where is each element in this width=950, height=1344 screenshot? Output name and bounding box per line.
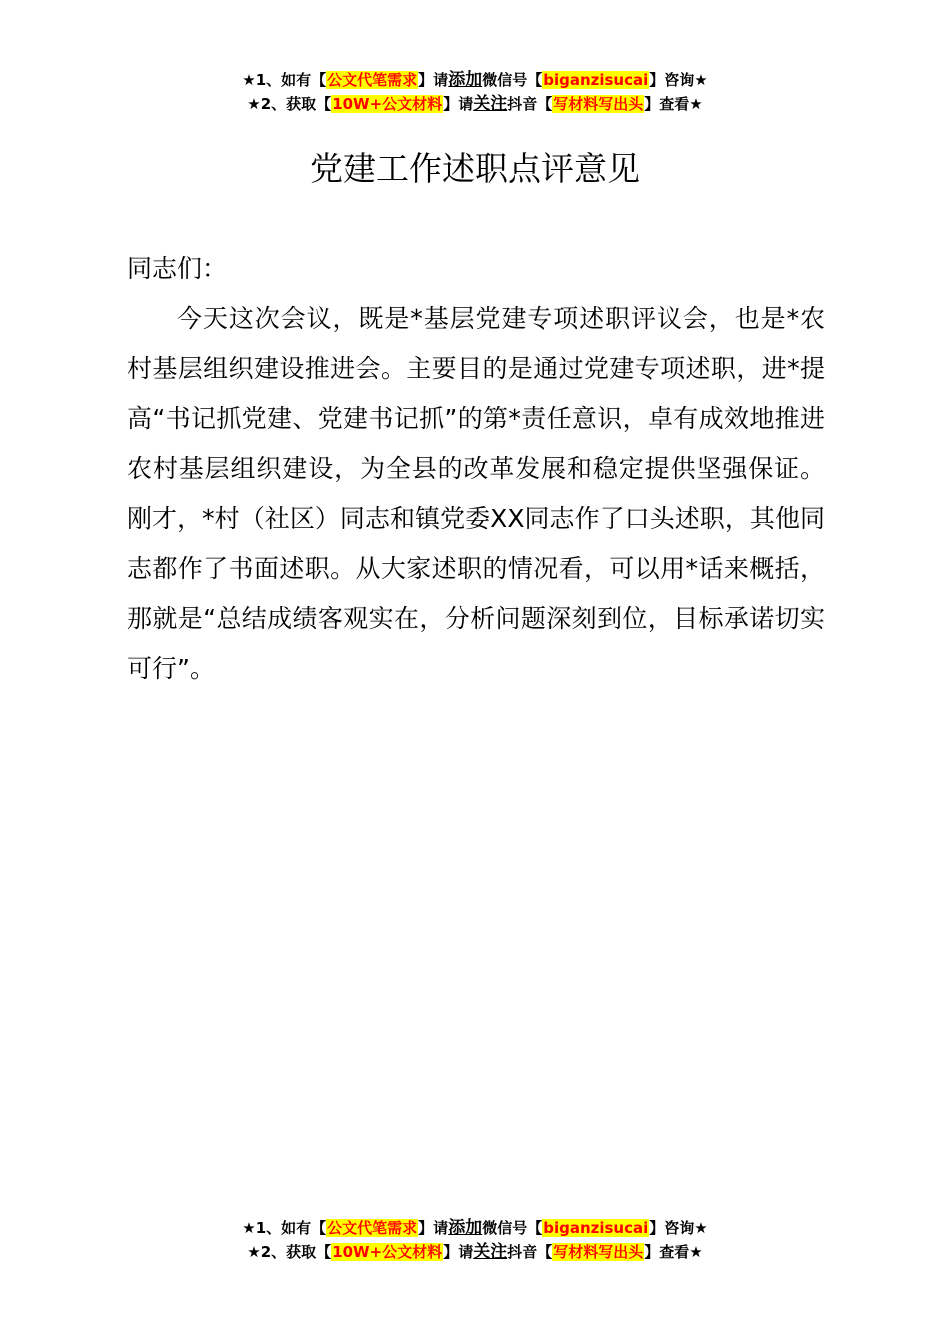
footer-ad-line-1-underline: 添加	[448, 1218, 483, 1238]
header-ad-line-2-underline: 关注	[473, 94, 508, 114]
footer-ad	[0, 1216, 950, 1264]
header-ad-line-1-prefix: ★1、如有【	[242, 71, 327, 89]
document-title: 党建工作述职点评意见	[310, 149, 640, 188]
footer-ad-line-1-prefix: ★1、如有【	[242, 1219, 327, 1237]
header-ad-line-2-mid-1: 】请	[443, 95, 474, 113]
footer-ad-line-1	[0, 1216, 950, 1240]
header-ad-line-1-highlight-1: 公文代笔需求	[327, 71, 418, 89]
header-ad-line-2	[0, 92, 950, 116]
header-ad-line-1-mid-2: 微信号【	[482, 71, 543, 89]
header-ad-line-2-mid-2: 抖音【	[507, 95, 553, 113]
footer-ad-line-2-mid-1: 】请	[443, 1243, 474, 1261]
footer-ad-line-1-suffix: 】咨询★	[649, 1219, 708, 1237]
header-ad	[0, 68, 950, 116]
salutation: 同志们：	[127, 254, 228, 283]
footer-ad-line-2-suffix: 】查看★	[644, 1243, 703, 1261]
header-ad-line-1-underline: 添加	[448, 70, 483, 90]
header-ad-line-2-highlight-2: 写材料写出头	[553, 95, 644, 113]
header-ad-line-2-highlight-1: 10W+公文材料	[332, 95, 443, 113]
document-body	[127, 244, 825, 694]
body-paragraph: 今天这次会议，既是*基层党建专项述职评议会，也是*农村基层组织建设推进会。主要目的是通过党建专项述职，进*提高“书记抓党建、党建书记抓”的第*责任意识，卓有成效地推进农村基层组织建设，为全县的改革发展和稳定提供坚强保证。刚才，*村（社区）同志和镇党委XX同志作了口头述职，其他同志都作了书面述职。从大家述职的情况看，可以用*话来概括，那就是“总结成绩客观实在，分析问题深刻到位，目标承诺切实可行”。	[127, 304, 825, 683]
footer-ad-line-1-highlight-1: 公文代笔需求	[327, 1219, 418, 1237]
footer-ad-line-1-mid-2: 微信号【	[482, 1219, 543, 1237]
footer-ad-line-1-highlight-2: biganzisucai	[543, 1219, 649, 1237]
footer-ad-line-2-highlight-1: 10W+公文材料	[332, 1243, 443, 1261]
footer-ad-line-2-mid-2: 抖音【	[507, 1243, 553, 1261]
footer-ad-line-1-mid-1: 】请	[418, 1219, 449, 1237]
header-ad-line-2-suffix: 】查看★	[644, 95, 703, 113]
footer-ad-line-2	[0, 1240, 950, 1264]
header-ad-line-1	[0, 68, 950, 92]
header-ad-line-1-mid-1: 】请	[418, 71, 449, 89]
footer-ad-line-2-prefix: ★2、获取【	[247, 1243, 332, 1261]
header-ad-line-1-suffix: 】咨询★	[649, 71, 708, 89]
header-ad-line-2-prefix: ★2、获取【	[247, 95, 332, 113]
footer-ad-line-2-underline: 关注	[473, 1242, 508, 1262]
header-ad-line-1-highlight-2: biganzisucai	[543, 71, 649, 89]
footer-ad-line-2-highlight-2: 写材料写出头	[553, 1243, 644, 1261]
